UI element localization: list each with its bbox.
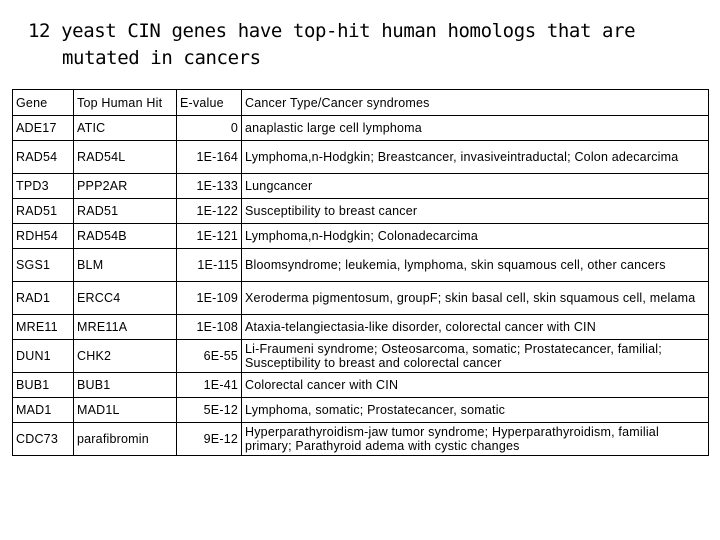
cell-e-value: 1E-109 bbox=[177, 282, 242, 315]
cell-cancer-type: Lungcancer bbox=[242, 174, 709, 199]
cell-e-value: 1E-164 bbox=[177, 141, 242, 174]
cell-e-value: 1E-121 bbox=[177, 224, 242, 249]
cell-top-human-hit: BLM bbox=[74, 249, 177, 282]
table-row bbox=[13, 249, 709, 282]
cell-top-human-hit: CHK2 bbox=[74, 340, 177, 373]
cell-gene: RAD51 bbox=[13, 199, 74, 224]
cell-gene: CDC73 bbox=[13, 423, 74, 456]
cell-top-human-hit: RAD54L bbox=[74, 141, 177, 174]
cell-cancer-type: Lymphoma,n-Hodgkin; Colonadecarcima bbox=[242, 224, 709, 249]
cell-e-value: 1E-41 bbox=[177, 373, 242, 398]
cell-gene: MAD1 bbox=[13, 398, 74, 423]
cell-top-human-hit: ERCC4 bbox=[74, 282, 177, 315]
cell-cancer-type: anaplastic large cell lymphoma bbox=[242, 116, 709, 141]
cell-gene: TPD3 bbox=[13, 174, 74, 199]
cell-top-human-hit: MAD1L bbox=[74, 398, 177, 423]
table-row bbox=[13, 398, 709, 423]
cell-gene: DUN1 bbox=[13, 340, 74, 373]
cell-cancer-type: Lymphoma, somatic; Prostatecancer, somatic bbox=[242, 398, 709, 423]
table-row bbox=[13, 423, 709, 456]
cell-gene: RAD54 bbox=[13, 141, 74, 174]
cell-cancer-type: Hyperparathyroidism-jaw tumor syndrome; Hyperparathyroidism, familial primary; Parathyroid adema with cystic changes bbox=[242, 423, 709, 456]
cell-e-value: 0 bbox=[177, 116, 242, 141]
cell-e-value: 1E-133 bbox=[177, 174, 242, 199]
cell-gene: ADE17 bbox=[13, 116, 74, 141]
cell-e-value: 1E-122 bbox=[177, 199, 242, 224]
table-row bbox=[13, 116, 709, 141]
cell-cancer-type: Colorectal cancer with CIN bbox=[242, 373, 709, 398]
cell-cancer-type: Xeroderma pigmentosum, groupF; skin basal cell, skin squamous cell, melama bbox=[242, 282, 709, 315]
cell-e-value: 5E-12 bbox=[177, 398, 242, 423]
cell-gene: BUB1 bbox=[13, 373, 74, 398]
cell-gene: RDH54 bbox=[13, 224, 74, 249]
cell-e-value: 1E-108 bbox=[177, 315, 242, 340]
cell-top-human-hit: ATIC bbox=[74, 116, 177, 141]
table-row bbox=[13, 282, 709, 315]
table-header-row bbox=[13, 90, 709, 116]
cell-gene: MRE11 bbox=[13, 315, 74, 340]
cell-cancer-type: Li-Fraumeni syndrome; Osteosarcoma, somatic; Prostatecancer, familial; Susceptibility to breast and colorectal cancer bbox=[242, 340, 709, 373]
gene-homolog-table bbox=[12, 89, 709, 456]
cell-cancer-type: Susceptibility to breast cancer bbox=[242, 199, 709, 224]
cell-top-human-hit: RAD54B bbox=[74, 224, 177, 249]
title-line-1: 12 yeast CIN genes have top-hit human homologs that are bbox=[28, 20, 636, 42]
cell-e-value: 9E-12 bbox=[177, 423, 242, 456]
header-e-value: E-value bbox=[177, 90, 242, 116]
cell-cancer-type: Lymphoma,n-Hodgkin; Breastcancer, invasiveintraductal; Colon adecarcima bbox=[242, 141, 709, 174]
cell-e-value: 1E-115 bbox=[177, 249, 242, 282]
header-top-human-hit: Top Human Hit bbox=[74, 90, 177, 116]
cell-top-human-hit: MRE11A bbox=[74, 315, 177, 340]
cell-top-human-hit: RAD51 bbox=[74, 199, 177, 224]
cell-cancer-type: Bloomsyndrome; leukemia, lymphoma, skin squamous cell, other cancers bbox=[242, 249, 709, 282]
table-row bbox=[13, 315, 709, 340]
table-row bbox=[13, 224, 709, 249]
cell-gene: RAD1 bbox=[13, 282, 74, 315]
table-row bbox=[13, 373, 709, 398]
table-row bbox=[13, 340, 709, 373]
cell-top-human-hit: PPP2AR bbox=[74, 174, 177, 199]
slide-title bbox=[28, 18, 708, 72]
table-body bbox=[13, 116, 709, 456]
cell-e-value: 6E-55 bbox=[177, 340, 242, 373]
table-row bbox=[13, 199, 709, 224]
cell-cancer-type: Ataxia-telangiectasia-like disorder, colorectal cancer with CIN bbox=[242, 315, 709, 340]
table-row bbox=[13, 141, 709, 174]
title-line-2: mutated in cancers bbox=[62, 47, 261, 69]
cell-gene: SGS1 bbox=[13, 249, 74, 282]
cell-top-human-hit: parafibromin bbox=[74, 423, 177, 456]
header-gene: Gene bbox=[13, 90, 74, 116]
table-row bbox=[13, 174, 709, 199]
cell-top-human-hit: BUB1 bbox=[74, 373, 177, 398]
header-cancer-type: Cancer Type/Cancer syndromes bbox=[242, 90, 709, 116]
